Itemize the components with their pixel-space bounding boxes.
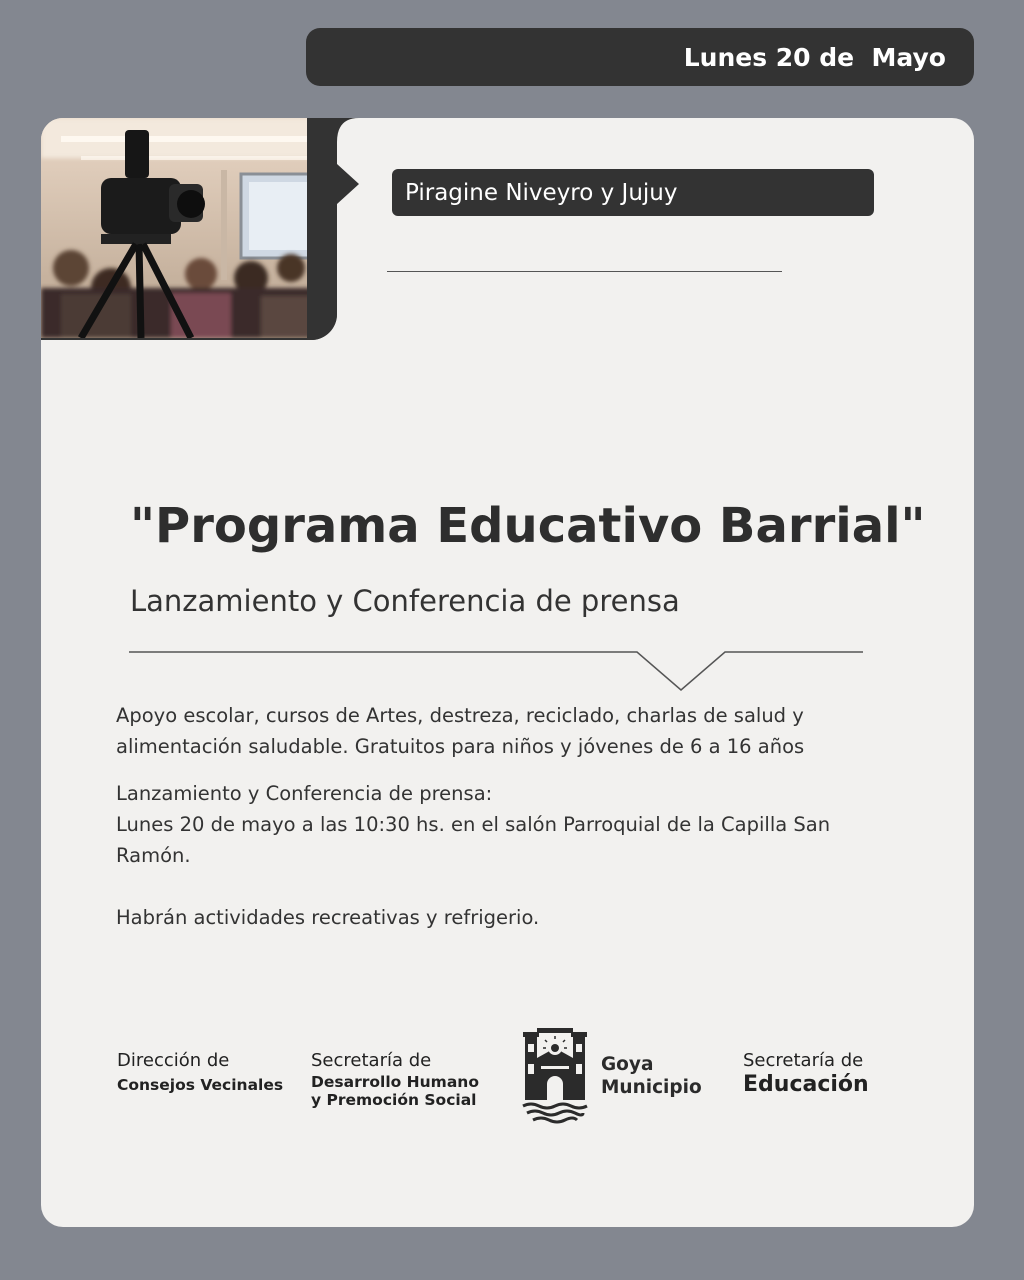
goya-line1: Goya xyxy=(601,1054,654,1075)
date-label: Lunes 20 de Mayo xyxy=(683,42,946,72)
educacion-line1: Secretaría de xyxy=(743,1050,864,1071)
educacion-line2: Educación xyxy=(743,1072,869,1097)
address-label xyxy=(392,169,874,216)
date-banner xyxy=(306,28,974,86)
event-schedule xyxy=(116,778,876,871)
schedule-heading: Lanzamiento y Conferencia de prensa: xyxy=(116,782,493,805)
consejos-line2: Consejos Vecinales xyxy=(117,1076,284,1094)
divider-line xyxy=(387,271,782,272)
event-title: "Programa Educativo Barrial" xyxy=(130,498,926,554)
consejos-line1: Dirección de xyxy=(117,1050,230,1071)
desarrollo-line2: Desarrollo Humano xyxy=(311,1073,479,1091)
municipal-crest-icon xyxy=(521,1024,589,1124)
address-text: Piragine Niveyro y Jujuy xyxy=(405,179,678,206)
logo-desarrollo-humano xyxy=(311,1050,479,1109)
desarrollo-line3: y Premoción Social xyxy=(311,1091,477,1109)
goya-line2: Municipio xyxy=(601,1077,702,1098)
desarrollo-line1: Secretaría de xyxy=(311,1050,432,1071)
event-card xyxy=(41,118,974,1227)
logo-secretaria-educacion xyxy=(743,1050,869,1097)
event-description: Apoyo escolar, cursos de Artes, destreza, reciclado, charlas de salud y alimentación saludable. Gratuitos para niños y jóvenes de 6 a 16 años xyxy=(116,704,805,758)
photo-frame-notch xyxy=(41,118,371,353)
schedule-details: Lunes 20 de mayo a las 10:30 hs. en el salón Parroquial de la Capilla San Ramón. xyxy=(116,813,831,867)
logo-goya-municipio xyxy=(601,1053,702,1099)
logo-consejos-vecinales xyxy=(117,1050,283,1094)
chevron-divider xyxy=(129,646,865,694)
event-subtitle: Lanzamiento y Conferencia de prensa xyxy=(130,584,680,618)
event-extras: Habrán actividades recreativas y refrigerio. xyxy=(116,906,540,929)
